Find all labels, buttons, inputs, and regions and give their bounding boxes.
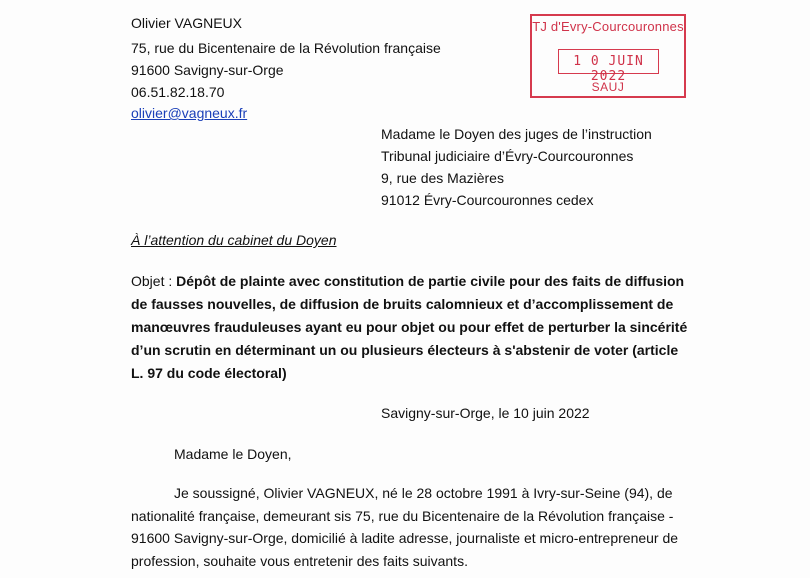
subject-line-4: d’un scrutin en déterminant un ou plusieurs électeurs à s'abstenir de voter (article bbox=[131, 342, 679, 358]
subject-prefix: Objet : bbox=[131, 273, 177, 289]
place-date: Savigny-sur-Orge, le 10 juin 2022 bbox=[381, 405, 590, 421]
body-line-4: profession, souhaite vous entretenir des faits suivants. bbox=[131, 553, 468, 569]
body-line-1: Je soussigné, Olivier VAGNEUX, né le 28 octobre 1991 à Ivry-sur-Seine (94), de bbox=[174, 485, 673, 501]
recipient-line-2: Tribunal judiciaire d’Évry-Courcouronnes bbox=[381, 148, 634, 164]
salutation: Madame le Doyen, bbox=[174, 446, 292, 462]
stamp-date: 1 0 JUIN 2022 bbox=[573, 54, 644, 84]
sender-street: 75, rue du Bicentenaire de la Révolution française bbox=[131, 40, 441, 56]
stamp-court-name: TJ d'Evry-Courcouronnes bbox=[532, 19, 684, 34]
body-line-3: 91600 Savigny-sur-Orge, domicilié à ladite adresse, journaliste et micro-entrepreneur de bbox=[131, 530, 679, 546]
sender-name: Olivier VAGNEUX bbox=[131, 15, 242, 31]
stamp-date-frame bbox=[558, 49, 659, 84]
subject-text-1: Dépôt de plainte avec constitution de partie civile pour des faits de diffusion bbox=[176, 273, 685, 289]
recipient-line-1: Madame le Doyen des juges de l’instruction bbox=[381, 126, 652, 142]
sender-email-link[interactable]: olivier@vagneux.fr bbox=[131, 105, 248, 121]
reception-stamp bbox=[530, 14, 686, 98]
recipient-line-3: 9, rue des Mazières bbox=[381, 170, 504, 186]
subject-line-5: L. 97 du code électoral) bbox=[131, 365, 287, 381]
subject-line-3: manœuvres frauduleuses ayant eu pour objet ou pour effet de perturber la sincérité bbox=[131, 319, 688, 335]
recipient-line-4: 91012 Évry-Courcouronnes cedex bbox=[381, 192, 594, 208]
stamp-code: SAUJ bbox=[591, 80, 625, 94]
body-line-2: nationalité française, demeurant sis 75, rue du Bicentenaire de la Révolution française - bbox=[131, 508, 674, 524]
subject-line-1 bbox=[131, 273, 685, 290]
subject-line-2: de fausses nouvelles, de diffusion de bruits calomnieux et d’accomplissement de bbox=[131, 296, 674, 312]
attention-line: À l’attention du cabinet du Doyen bbox=[131, 232, 337, 248]
sender-city: 91600 Savigny-sur-Orge bbox=[131, 62, 284, 78]
sender-phone: 06.51.82.18.70 bbox=[131, 84, 225, 100]
